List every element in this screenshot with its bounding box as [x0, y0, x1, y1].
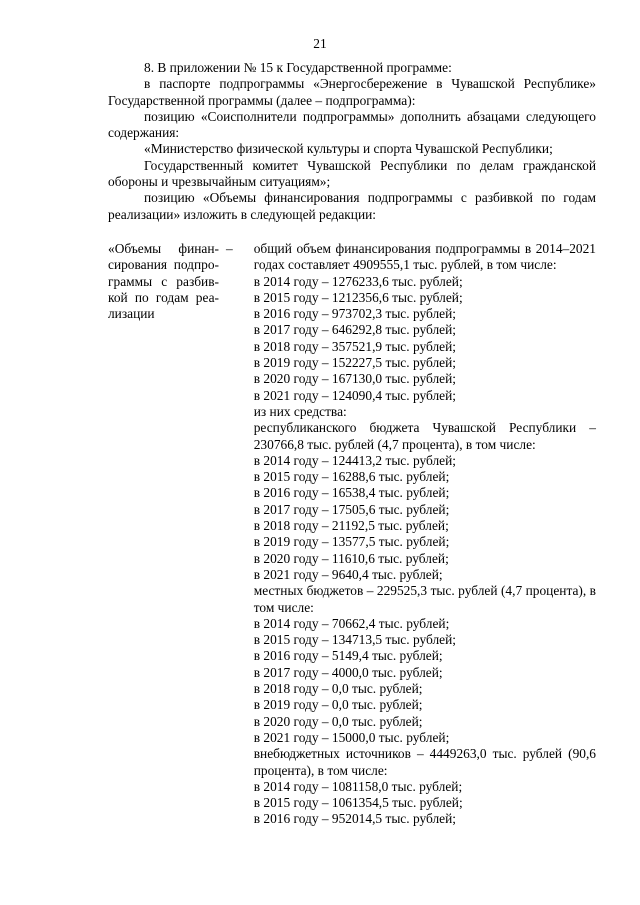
- republic-budget: республиканского бюджета Чувашской Республики – 230766,8 тыс. рублей (4,7 процента), в том числе:: [253, 420, 596, 452]
- intro-paragraph: Государственный комитет Чувашской Республики по делам гражданской обороны и чрезвычайным ситуациям»;: [108, 157, 596, 190]
- local-budgets: местных бюджетов – 229525,3 тыс. рублей (4,7 процента), в том числе:: [253, 583, 596, 615]
- year-line: в 2019 году – 152227,5 тыс. рублей;: [253, 355, 456, 371]
- financing-label-cell: [108, 241, 233, 828]
- year-line: в 2017 году – 4000,0 тыс. рублей;: [253, 664, 443, 680]
- label-line: лизации: [108, 306, 155, 322]
- label-line: кой по годам реа-: [108, 289, 219, 305]
- year-line: в 2017 году – 646292,8 тыс. рублей;: [253, 322, 456, 338]
- financing-table: [108, 241, 596, 828]
- year-line: в 2014 году – 124413,2 тыс. рублей;: [253, 452, 456, 468]
- year-line: в 2021 году – 15000,0 тыс. рублей;: [253, 729, 450, 745]
- separator-dash: –: [226, 241, 233, 256]
- year-line: в 2016 году – 5149,4 тыс. рублей;: [253, 648, 443, 664]
- page-number: 21: [313, 36, 327, 51]
- total-financing: общий объем финансирования подпрограммы в 2014–2021 годах составляет 4909555,1 тыс. рублей, в том числе:: [253, 241, 596, 273]
- year-line: в 2018 году – 0,0 тыс. рублей;: [253, 681, 423, 697]
- financing-label: [108, 241, 219, 322]
- year-line: в 2020 году – 11610,6 тыс. рублей;: [253, 550, 449, 566]
- year-line: в 2019 году – 0,0 тыс. рублей;: [253, 697, 423, 713]
- year-line: в 2019 году – 13577,5 тыс. рублей;: [253, 534, 450, 550]
- year-line: в 2014 году – 70662,4 тыс. рублей;: [253, 615, 450, 631]
- intro-paragraph: 8. В приложении № 15 к Государственной программе:: [144, 60, 452, 75]
- label-line: «Объемы финан-: [108, 241, 219, 256]
- year-line: в 2015 году – 1212356,6 тыс. рублей;: [253, 289, 463, 305]
- year-line: в 2015 году – 16288,6 тыс. рублей;: [253, 469, 450, 485]
- year-line: в 2018 году – 21192,5 тыс. рублей;: [253, 518, 449, 534]
- year-line: в 2021 году – 124090,4 тыс. рублей;: [253, 387, 456, 403]
- intro-paragraph: «Министерство физической культуры и спорта Чувашской Республики;: [144, 141, 553, 157]
- year-line: в 2016 году – 16538,4 тыс. рублей;: [253, 485, 450, 501]
- off-budget-sources: внебюджетных источников – 4449263,0 тыс. рублей (90,6 процента), в том числе:: [253, 746, 596, 778]
- year-line: в 2020 году – 0,0 тыс. рублей;: [253, 713, 423, 729]
- year-line: в 2017 году – 17505,6 тыс. рублей;: [253, 501, 450, 517]
- label-line: граммы с разбив-: [108, 273, 219, 289]
- year-line: в 2015 году – 134713,5 тыс. рублей;: [253, 632, 456, 648]
- amendment-intro: [108, 60, 596, 223]
- intro-paragraph: позицию «Соисполнители подпрограммы» дополнить абзацами следующего содержания:: [108, 108, 596, 141]
- year-line: в 2021 году – 9640,4 тыс. рублей;: [253, 566, 443, 582]
- label-line: сирования подпро-: [108, 257, 219, 273]
- year-line: в 2014 году – 1276233,6 тыс. рублей;: [253, 273, 463, 289]
- year-line: в 2018 году – 357521,9 тыс. рублей;: [253, 338, 456, 354]
- year-line: в 2016 году – 952014,5 тыс. рублей;: [253, 811, 456, 827]
- intro-paragraph: в паспорте подпрограммы «Энергосбережение в Чувашской Республике» Государственной программы (далее – подпрограмма):: [108, 76, 596, 108]
- financing-content-cell: [254, 241, 596, 828]
- year-line: в 2015 году – 1061354,5 тыс. рублей;: [253, 795, 463, 811]
- sources-heading: из них средства:: [253, 403, 347, 419]
- year-line: в 2014 году – 1081158,0 тыс. рублей;: [253, 778, 463, 794]
- year-line: в 2020 году – 167130,0 тыс. рублей;: [253, 371, 456, 387]
- year-line: в 2016 году – 973702,3 тыс. рублей;: [253, 306, 456, 322]
- intro-paragraph: позицию «Объемы финансирования подпрограммы с разбивкой по годам реализации» изложить в следующей редакции:: [108, 190, 596, 222]
